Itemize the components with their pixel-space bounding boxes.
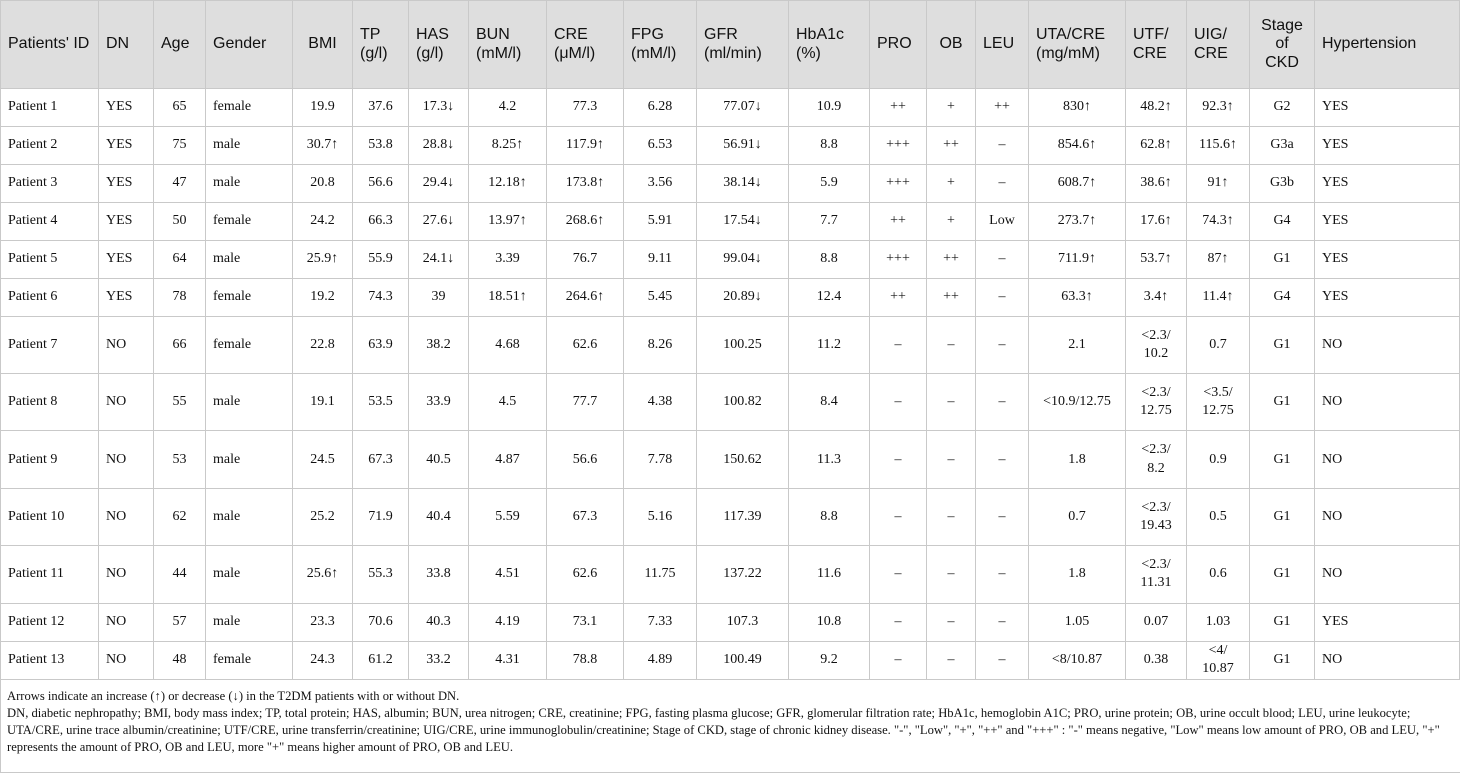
table-cell: Patient 5 — [1, 240, 99, 278]
table-cell: 137.22 — [697, 546, 789, 603]
table-cell: 0.5 — [1187, 488, 1250, 545]
table-cell: YES — [99, 240, 154, 278]
table-cell: NO — [99, 431, 154, 488]
table-cell: Patient 3 — [1, 164, 99, 202]
table-cell: Patient 1 — [1, 89, 99, 127]
table-cell: G1 — [1250, 603, 1315, 641]
table-cell: 70.6 — [353, 603, 409, 641]
table-cell: 8.26 — [624, 316, 697, 373]
table-cell: <2.3/ 10.2 — [1126, 316, 1187, 373]
table-cell: – — [870, 603, 927, 641]
table-cell: – — [870, 374, 927, 431]
table-cell: 40.5 — [409, 431, 469, 488]
table-cell: <2.3/ 11.31 — [1126, 546, 1187, 603]
table-cell: 40.3 — [409, 603, 469, 641]
table-cell: – — [927, 316, 976, 373]
table-cell: 19.1 — [293, 374, 353, 431]
table-cell: 19.9 — [293, 89, 353, 127]
table-cell: – — [870, 316, 927, 373]
table-cell: YES — [1315, 278, 1460, 316]
table-cell: ++ — [927, 278, 976, 316]
table-cell: 3.39 — [469, 240, 547, 278]
table-cell: 0.9 — [1187, 431, 1250, 488]
table-cell: 74.3 — [353, 278, 409, 316]
table-cell: NO — [99, 488, 154, 545]
table-cell: 11.4↑ — [1187, 278, 1250, 316]
table-cell: 107.3 — [697, 603, 789, 641]
table-cell: NO — [1315, 488, 1460, 545]
table-cell: ++ — [870, 202, 927, 240]
table-cell: G3b — [1250, 164, 1315, 202]
table-cell: + — [927, 89, 976, 127]
table-cell: NO — [1315, 431, 1460, 488]
table-cell: YES — [1315, 603, 1460, 641]
table-cell: 57 — [154, 603, 206, 641]
table-cell: 50 — [154, 202, 206, 240]
table-cell: – — [976, 240, 1029, 278]
table-cell: 17.6↑ — [1126, 202, 1187, 240]
table-cell: 7.7 — [789, 202, 870, 240]
table-cell: 4.31 — [469, 641, 547, 679]
table-cell: <10.9/12.75 — [1029, 374, 1126, 431]
table-cell: 273.7↑ — [1029, 202, 1126, 240]
table-cell: 173.8↑ — [547, 164, 624, 202]
table-cell: ++ — [870, 278, 927, 316]
table-cell: 91↑ — [1187, 164, 1250, 202]
table-cell: YES — [1315, 89, 1460, 127]
table-cell: YES — [1315, 202, 1460, 240]
table-cell: YES — [1315, 126, 1460, 164]
col-header-dn: DN — [99, 1, 154, 89]
table-cell: 67.3 — [353, 431, 409, 488]
table-cell: 78.8 — [547, 641, 624, 679]
table-cell: 40.4 — [409, 488, 469, 545]
table-cell: 87↑ — [1187, 240, 1250, 278]
table-cell: 11.75 — [624, 546, 697, 603]
table-cell: Patient 12 — [1, 603, 99, 641]
table-cell: 77.3 — [547, 89, 624, 127]
table-cell: 61.2 — [353, 641, 409, 679]
col-header-hba1c: HbA1c (%) — [789, 1, 870, 89]
table-cell: 4.38 — [624, 374, 697, 431]
table-cell: 100.82 — [697, 374, 789, 431]
table-cell: – — [870, 488, 927, 545]
table-cell: 4.5 — [469, 374, 547, 431]
table-cell: G3a — [1250, 126, 1315, 164]
table-row — [1, 202, 1460, 240]
table-cell: 17.3↓ — [409, 89, 469, 127]
table-cell: 4.51 — [469, 546, 547, 603]
table-row — [1, 546, 1460, 603]
table-cell: 100.49 — [697, 641, 789, 679]
table-cell: 0.7 — [1187, 316, 1250, 373]
table-cell: 63.9 — [353, 316, 409, 373]
table-cell: 77.07↓ — [697, 89, 789, 127]
table-cell: 38.6↑ — [1126, 164, 1187, 202]
table-cell: 11.3 — [789, 431, 870, 488]
table-cell: – — [927, 431, 976, 488]
table-cell: 264.6↑ — [547, 278, 624, 316]
col-header-patient-id: Patients' ID — [1, 1, 99, 89]
table-cell: Patient 4 — [1, 202, 99, 240]
table-cell: 48.2↑ — [1126, 89, 1187, 127]
table-cell: 854.6↑ — [1029, 126, 1126, 164]
table-cell: NO — [99, 374, 154, 431]
col-header-has: HAS (g/l) — [409, 1, 469, 89]
table-cell: 38.2 — [409, 316, 469, 373]
table-cell: 17.54↓ — [697, 202, 789, 240]
table-cell: YES — [99, 89, 154, 127]
table-cell: 66 — [154, 316, 206, 373]
table-cell: 99.04↓ — [697, 240, 789, 278]
table-cell: male — [206, 603, 293, 641]
table-cell: 62.6 — [547, 546, 624, 603]
table-cell: ++ — [927, 240, 976, 278]
table-cell: 75 — [154, 126, 206, 164]
table-cell: 56.6 — [547, 431, 624, 488]
table-cell: Patient 11 — [1, 546, 99, 603]
table-cell: 73.1 — [547, 603, 624, 641]
table-cell: 1.8 — [1029, 431, 1126, 488]
table-cell: 4.68 — [469, 316, 547, 373]
table-cell: 28.8↓ — [409, 126, 469, 164]
table-cell: male — [206, 374, 293, 431]
table-cell: 115.6↑ — [1187, 126, 1250, 164]
table-cell: Patient 6 — [1, 278, 99, 316]
table-cell: 25.2 — [293, 488, 353, 545]
table-cell: +++ — [870, 240, 927, 278]
table-cell: 4.87 — [469, 431, 547, 488]
table-cell: NO — [99, 641, 154, 679]
table-cell: male — [206, 546, 293, 603]
table-cell: 66.3 — [353, 202, 409, 240]
table-cell: 0.7 — [1029, 488, 1126, 545]
table-cell: 5.91 — [624, 202, 697, 240]
table-cell: 19.2 — [293, 278, 353, 316]
table-cell: <4/ 10.87 — [1187, 641, 1250, 679]
table-cell: 39 — [409, 278, 469, 316]
table-cell: ++ — [870, 89, 927, 127]
table-cell: G1 — [1250, 374, 1315, 431]
table-cell: 53.7↑ — [1126, 240, 1187, 278]
table-cell: 6.53 — [624, 126, 697, 164]
table-cell: NO — [99, 316, 154, 373]
table-cell: ++ — [927, 126, 976, 164]
table-cell: + — [927, 164, 976, 202]
table-cell: 63.3↑ — [1029, 278, 1126, 316]
table-cell: 117.39 — [697, 488, 789, 545]
col-header-uta-cre: UTA/CRE (mg/mM) — [1029, 1, 1126, 89]
table-cell: YES — [1315, 164, 1460, 202]
table-cell: – — [927, 641, 976, 679]
table-cell: 1.8 — [1029, 546, 1126, 603]
table-cell: 2.1 — [1029, 316, 1126, 373]
table-cell: 3.4↑ — [1126, 278, 1187, 316]
table-cell: YES — [99, 164, 154, 202]
table-cell: – — [927, 603, 976, 641]
table-cell: NO — [1315, 374, 1460, 431]
table-cell: – — [976, 488, 1029, 545]
table-cell: 5.16 — [624, 488, 697, 545]
table-row — [1, 488, 1460, 545]
table-cell: <2.3/ 12.75 — [1126, 374, 1187, 431]
table-cell: female — [206, 278, 293, 316]
table-cell: – — [976, 641, 1029, 679]
table-cell: 30.7↑ — [293, 126, 353, 164]
table-cell: – — [976, 126, 1029, 164]
table-cell: G1 — [1250, 431, 1315, 488]
table-cell: Patient 7 — [1, 316, 99, 373]
table-cell: <8/10.87 — [1029, 641, 1126, 679]
col-header-tp: TP (g/l) — [353, 1, 409, 89]
col-header-leu: LEU — [976, 1, 1029, 89]
table-cell: ++ — [976, 89, 1029, 127]
table-cell: 20.89↓ — [697, 278, 789, 316]
table-cell: 268.6↑ — [547, 202, 624, 240]
table-cell: – — [976, 316, 1029, 373]
table-cell: 1.03 — [1187, 603, 1250, 641]
table-cell: YES — [99, 278, 154, 316]
table-row — [1, 240, 1460, 278]
col-header-utf-cre: UTF/ CRE — [1126, 1, 1187, 89]
table-cell: 24.3 — [293, 641, 353, 679]
table-cell: 0.07 — [1126, 603, 1187, 641]
table-cell: – — [927, 374, 976, 431]
table-cell: female — [206, 641, 293, 679]
table-cell: 71.9 — [353, 488, 409, 545]
col-header-cre: CRE (μM/l) — [547, 1, 624, 89]
table-cell: 23.3 — [293, 603, 353, 641]
table-cell: 65 — [154, 89, 206, 127]
table-cell: 9.2 — [789, 641, 870, 679]
table-cell: – — [976, 374, 1029, 431]
table-cell: 7.33 — [624, 603, 697, 641]
table-cell: 3.56 — [624, 164, 697, 202]
table-cell: – — [870, 431, 927, 488]
header-row — [1, 1, 1460, 89]
table-cell: 55.9 — [353, 240, 409, 278]
col-header-bun: BUN (mM/l) — [469, 1, 547, 89]
table-cell: – — [870, 546, 927, 603]
table-cell: 56.91↓ — [697, 126, 789, 164]
table-cell: 13.97↑ — [469, 202, 547, 240]
table-cell: Patient 2 — [1, 126, 99, 164]
table-cell: 62.6 — [547, 316, 624, 373]
col-header-fpg: FPG (mM/l) — [624, 1, 697, 89]
table-cell: 8.8 — [789, 240, 870, 278]
table-cell: G4 — [1250, 278, 1315, 316]
table-cell: – — [976, 603, 1029, 641]
table-cell: 6.28 — [624, 89, 697, 127]
table-cell: 100.25 — [697, 316, 789, 373]
table-cell: 37.6 — [353, 89, 409, 127]
table-cell: 33.8 — [409, 546, 469, 603]
table-cell: 64 — [154, 240, 206, 278]
table-row — [1, 374, 1460, 431]
table-cell: G1 — [1250, 240, 1315, 278]
table-cell: G4 — [1250, 202, 1315, 240]
table-cell: 5.45 — [624, 278, 697, 316]
table-cell: male — [206, 164, 293, 202]
table-body — [1, 89, 1460, 680]
table-cell: G1 — [1250, 488, 1315, 545]
table-cell: 4.2 — [469, 89, 547, 127]
table-cell: 33.9 — [409, 374, 469, 431]
table-cell: G2 — [1250, 89, 1315, 127]
table-cell: 25.9↑ — [293, 240, 353, 278]
table-cell: – — [976, 164, 1029, 202]
table-cell: 4.89 — [624, 641, 697, 679]
table-row — [1, 89, 1460, 127]
table-cell: 0.6 — [1187, 546, 1250, 603]
table-cell: 55.3 — [353, 546, 409, 603]
table-row — [1, 316, 1460, 373]
table-cell: 5.59 — [469, 488, 547, 545]
table-cell: 53.8 — [353, 126, 409, 164]
table-cell: – — [976, 546, 1029, 603]
col-header-pro: PRO — [870, 1, 927, 89]
table-cell: 76.7 — [547, 240, 624, 278]
table-cell: 8.4 — [789, 374, 870, 431]
table-cell: <2.3/ 19.43 — [1126, 488, 1187, 545]
table-cell: 78 — [154, 278, 206, 316]
table-cell: 150.62 — [697, 431, 789, 488]
table-cell: 92.3↑ — [1187, 89, 1250, 127]
table-cell: Patient 8 — [1, 374, 99, 431]
table-cell: – — [976, 278, 1029, 316]
table-cell: 56.6 — [353, 164, 409, 202]
table-cell: G1 — [1250, 641, 1315, 679]
table-cell: Patient 10 — [1, 488, 99, 545]
table-cell: 1.05 — [1029, 603, 1126, 641]
table-cell: 62 — [154, 488, 206, 545]
table-cell: 10.9 — [789, 89, 870, 127]
table-row — [1, 603, 1460, 641]
table-cell: Low — [976, 202, 1029, 240]
col-header-gender: Gender — [206, 1, 293, 89]
col-header-uig-cre: UIG/ CRE — [1187, 1, 1250, 89]
table-cell: male — [206, 431, 293, 488]
table-cell: male — [206, 488, 293, 545]
table-cell: 24.2 — [293, 202, 353, 240]
table-cell: 711.9↑ — [1029, 240, 1126, 278]
table-cell: – — [870, 641, 927, 679]
table-cell: NO — [99, 603, 154, 641]
table-cell: 830↑ — [1029, 89, 1126, 127]
col-header-bmi: BMI — [293, 1, 353, 89]
table-cell: 77.7 — [547, 374, 624, 431]
col-header-ob: OB — [927, 1, 976, 89]
table-row — [1, 431, 1460, 488]
table-cell: 67.3 — [547, 488, 624, 545]
table-cell: female — [206, 89, 293, 127]
table-cell: 33.2 — [409, 641, 469, 679]
table-cell: 55 — [154, 374, 206, 431]
col-header-hypertension: Hypertension — [1315, 1, 1460, 89]
table-cell: +++ — [870, 126, 927, 164]
table-cell: 53.5 — [353, 374, 409, 431]
table-cell: 608.7↑ — [1029, 164, 1126, 202]
table-cell: female — [206, 202, 293, 240]
col-header-stage-ckd: Stage of CKD — [1250, 1, 1315, 89]
table-cell: 44 — [154, 546, 206, 603]
table-cell: 4.19 — [469, 603, 547, 641]
table-cell: Patient 9 — [1, 431, 99, 488]
table-cell: 24.5 — [293, 431, 353, 488]
table-cell: 18.51↑ — [469, 278, 547, 316]
table-cell: NO — [99, 546, 154, 603]
footnote-abbreviations: DN, diabetic nephropathy; BMI, body mass index; TP, total protein; HAS, albumin; BUN, urea nitrogen; CRE, creatinine; FPG, fasting plasma glucose; GFR, glomerular filtration rate; HbA1c, hemoglobin A1C; PRO, urine protein; OB, urine occult blood; LEU, urine leukocyte; UTA/CRE, urine trace albumin/creatinine; UTF/CRE, urine transferrin/creatinine; UIG/CRE, urine immunoglobulin/creatinine; Stage of CKD, stage of chronic kidney disease. "-", "Low", "+", "++" and "+++" : "-" means negative, "Low" means low amount of PRO, OB and LEU, "+" represents the amount of PRO, OB and LEU, more "+" means higher amount of PRO, OB and LEU. — [7, 706, 1440, 754]
table-cell: 62.8↑ — [1126, 126, 1187, 164]
table-cell: NO — [1315, 546, 1460, 603]
table-cell: NO — [1315, 316, 1460, 373]
table-cell: 8.8 — [789, 488, 870, 545]
col-header-gfr: GFR (ml/min) — [697, 1, 789, 89]
table-cell: NO — [1315, 641, 1460, 679]
table-cell: 53 — [154, 431, 206, 488]
table-cell: male — [206, 240, 293, 278]
table-cell: 12.18↑ — [469, 164, 547, 202]
table-cell: YES — [99, 126, 154, 164]
table-cell: 38.14↓ — [697, 164, 789, 202]
table-cell: +++ — [870, 164, 927, 202]
table-cell: 47 — [154, 164, 206, 202]
table-row — [1, 164, 1460, 202]
table-cell: <2.3/ 8.2 — [1126, 431, 1187, 488]
table-cell: 27.6↓ — [409, 202, 469, 240]
table-cell: 0.38 — [1126, 641, 1187, 679]
table-cell: 22.8 — [293, 316, 353, 373]
table-cell: 20.8 — [293, 164, 353, 202]
table-cell: + — [927, 202, 976, 240]
footnote-arrows: Arrows indicate an increase (↑) or decrease (↓) in the T2DM patients with or without DN. — [7, 689, 460, 703]
table-cell: 10.8 — [789, 603, 870, 641]
table-cell: 7.78 — [624, 431, 697, 488]
table-cell: – — [927, 546, 976, 603]
table-cell: 29.4↓ — [409, 164, 469, 202]
table-cell: <3.5/ 12.75 — [1187, 374, 1250, 431]
table-cell: 12.4 — [789, 278, 870, 316]
table-cell: 9.11 — [624, 240, 697, 278]
table-cell: 5.9 — [789, 164, 870, 202]
table-footnote — [0, 680, 1460, 773]
table-row — [1, 641, 1460, 679]
table-cell: 24.1↓ — [409, 240, 469, 278]
table-row — [1, 126, 1460, 164]
table-cell: – — [927, 488, 976, 545]
table-cell: 8.8 — [789, 126, 870, 164]
table-cell: female — [206, 316, 293, 373]
col-header-age: Age — [154, 1, 206, 89]
table-cell: 11.6 — [789, 546, 870, 603]
table-cell: 8.25↑ — [469, 126, 547, 164]
table-cell: 48 — [154, 641, 206, 679]
table-cell: Patient 13 — [1, 641, 99, 679]
table-cell: 11.2 — [789, 316, 870, 373]
table-cell: 74.3↑ — [1187, 202, 1250, 240]
table-cell: male — [206, 126, 293, 164]
table-cell: G1 — [1250, 546, 1315, 603]
table-cell: 117.9↑ — [547, 126, 624, 164]
table-cell: – — [976, 431, 1029, 488]
table-cell: YES — [1315, 240, 1460, 278]
table-row — [1, 278, 1460, 316]
table-cell: 25.6↑ — [293, 546, 353, 603]
table-cell: YES — [99, 202, 154, 240]
table-cell: G1 — [1250, 316, 1315, 373]
